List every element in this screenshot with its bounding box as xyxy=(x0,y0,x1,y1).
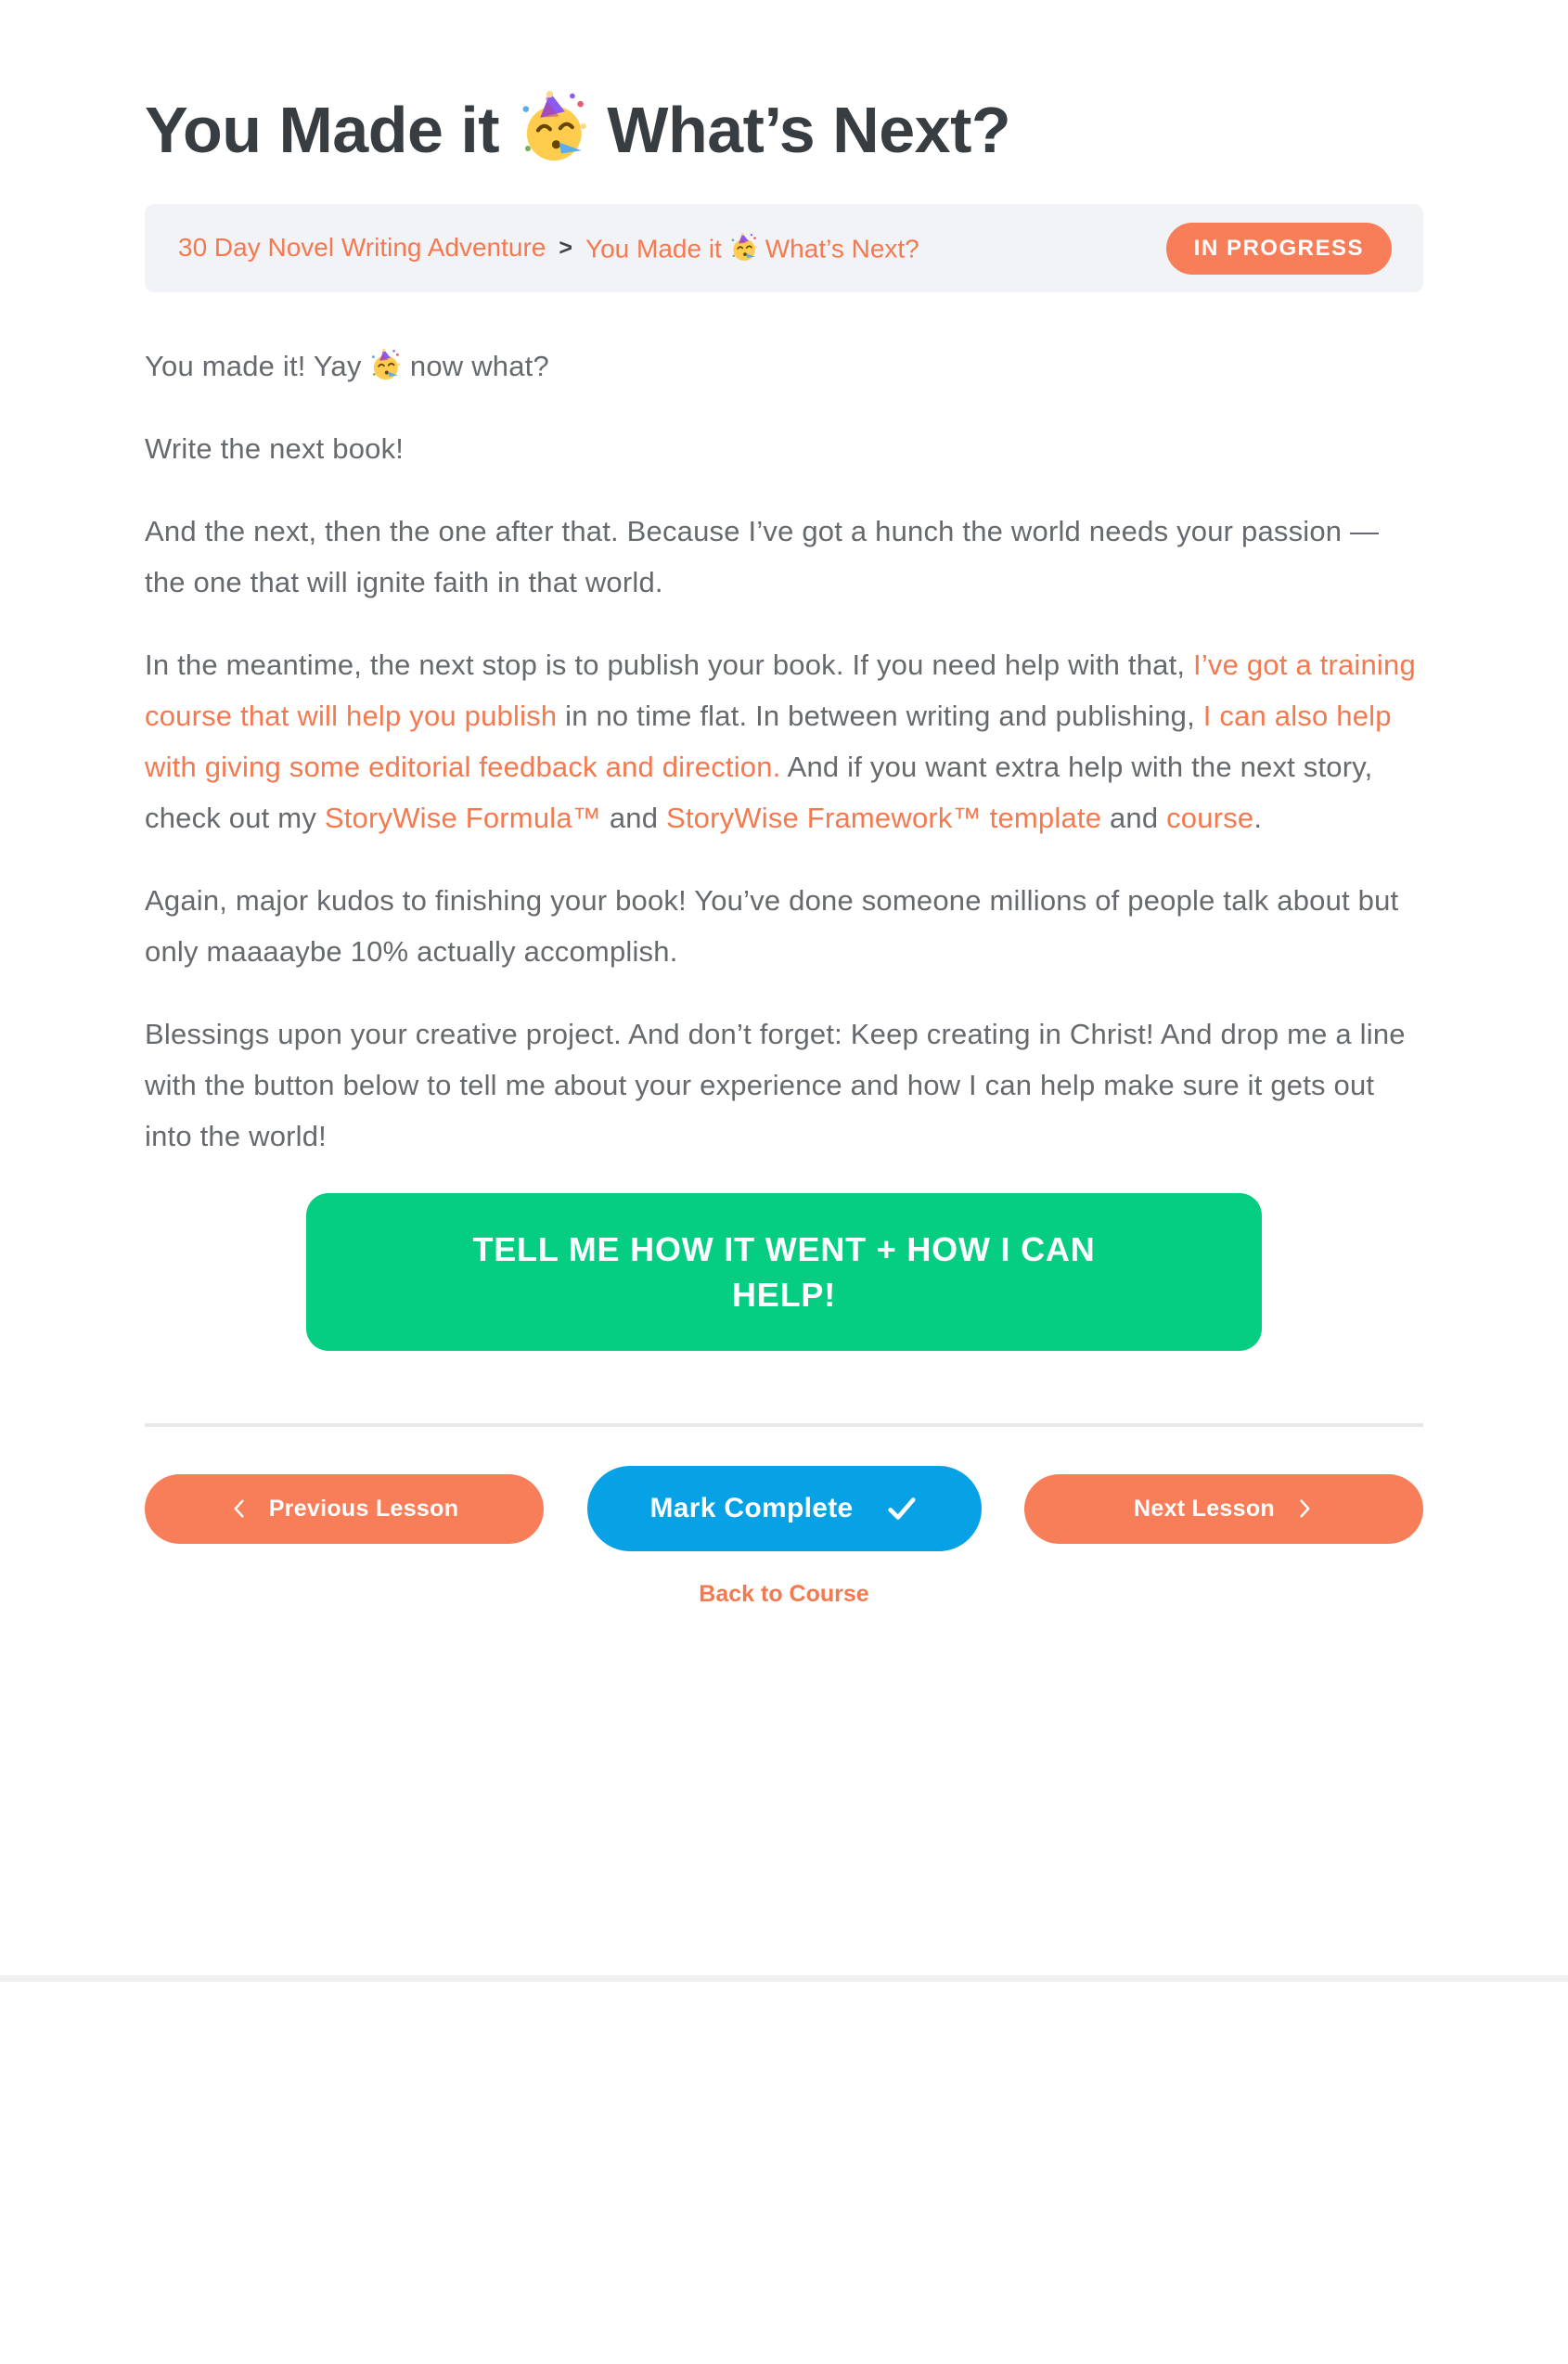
previous-lesson-button[interactable] xyxy=(145,1474,544,1544)
next-lesson-button[interactable] xyxy=(1024,1474,1423,1544)
cta-label: TELL ME HOW IT WENT + HOW I CAN HELP! xyxy=(472,1230,1096,1314)
breadcrumb-separator: > xyxy=(559,234,572,261)
paragraph: Again, major kudos to finishing your book! You’ve done someone millions of people talk about but only maaaaybe 10% actually accomplish. xyxy=(145,884,1399,968)
party-face-emoji-icon xyxy=(517,89,589,171)
breadcrumb-trail xyxy=(178,233,919,263)
paragraph: Write the next book! xyxy=(145,432,405,465)
inline-text-link[interactable]: I’ve got a training course that will help you publish xyxy=(145,649,1416,732)
chevron-right-icon xyxy=(1295,1496,1314,1522)
inline-text-link[interactable]: StoryWise Framework™ template xyxy=(665,802,1102,834)
back-to-course-link[interactable]: Back to Course xyxy=(699,1581,869,1607)
paragraph: In the meantime, the next stop is to publish your book. If you need help with that, I’ve got a training course that will help you publish in no time flat. In between writing and publishing, I can also help with giving some editorial feedback and direction. And if you want extra help with the next story, check out my StoryWise Formula™ and StoryWise Framework™ template and course. xyxy=(145,649,1416,834)
inline-text-link[interactable]: StoryWise Formula™ xyxy=(324,802,601,834)
page-title: You Made it What’s Next? xyxy=(145,89,1423,171)
mark-complete-button[interactable] xyxy=(587,1466,982,1551)
next-lesson-label: Next Lesson xyxy=(1134,1495,1275,1522)
inline-text-link[interactable]: I can also help with giving some editorial feedback and direction. xyxy=(145,700,1392,783)
breadcrumb-course-link[interactable]: 30 Day Novel Writing Adventure xyxy=(178,233,546,263)
section-divider xyxy=(145,1423,1423,1427)
party-face-emoji-icon xyxy=(729,233,758,263)
lesson-navigation xyxy=(145,1466,1423,1551)
checkmark-icon xyxy=(886,1495,918,1522)
footer-divider xyxy=(0,1975,1568,1982)
breadcrumb xyxy=(145,204,1423,292)
paragraph: You made it! Yay now what? xyxy=(145,340,1423,392)
party-face-emoji-icon xyxy=(369,340,402,392)
mark-complete-label: Mark Complete xyxy=(649,1493,854,1523)
inline-text-link[interactable]: course xyxy=(1166,802,1254,834)
back-to-course-wrap xyxy=(145,1581,1423,1608)
chevron-left-icon xyxy=(230,1496,249,1522)
lesson-body xyxy=(145,340,1423,1162)
paragraph: And the next, then the one after that. Because I’ve got a hunch the world needs your passion — the one that will ignite faith in that world. xyxy=(145,515,1380,598)
lesson-content xyxy=(145,89,1423,1608)
breadcrumb-current-lesson: You Made it What’s Next? xyxy=(585,234,919,263)
tell-me-how-it-went-button[interactable] xyxy=(306,1193,1262,1351)
paragraph: Blessings upon your creative project. And don’t forget: Keep creating in Christ! And drop me a line with the button below to tell me about your experience and how I can help make sure it gets out into the world! xyxy=(145,1018,1406,1152)
previous-lesson-label: Previous Lesson xyxy=(268,1495,459,1522)
status-badge: IN PROGRESS xyxy=(1166,223,1392,275)
